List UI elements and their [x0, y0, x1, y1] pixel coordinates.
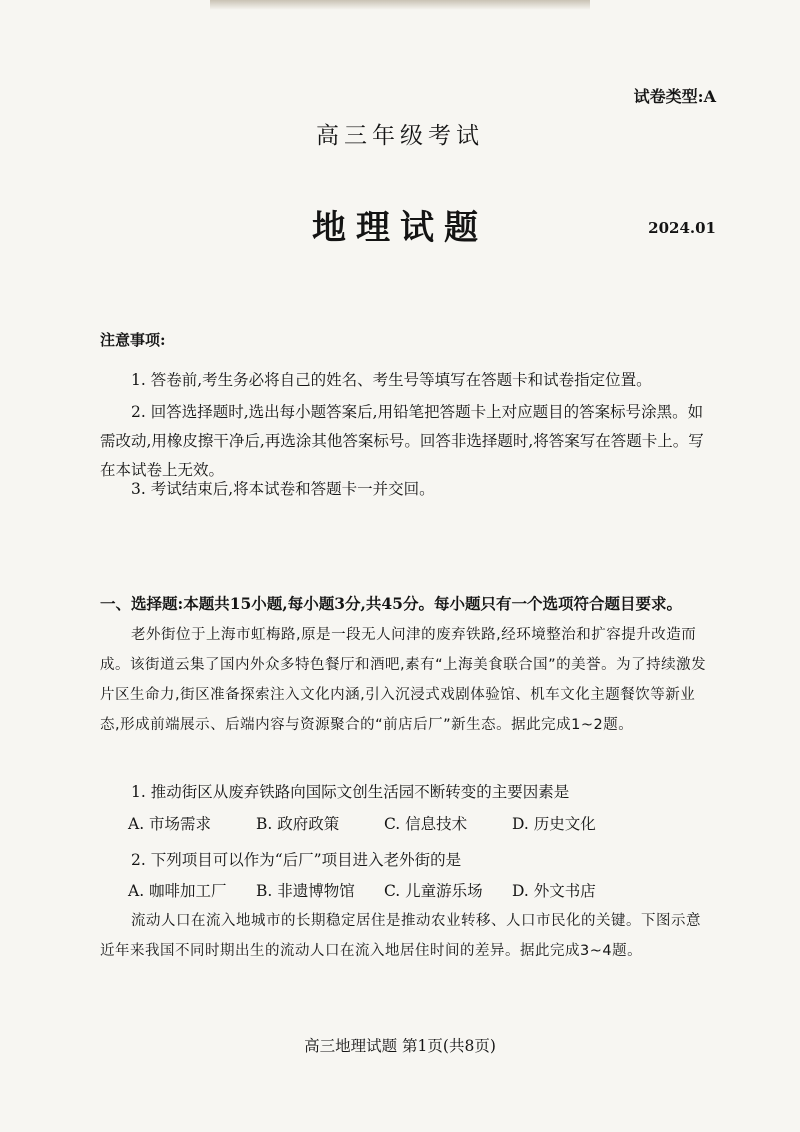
section-heading: 一、选择题:本题共15小题,每小题3分,共45分。每小题只有一个选项符合题目要求。	[100, 594, 682, 613]
notice-item-3: 3. 考试结束后,将本试卷和答题卡一并交回。	[131, 480, 435, 498]
notice-item-2: 2. 回答选择题时,选出每小题答案后,用铅笔把答题卡上对应题目的答案标号涂黑。如需改动,用橡皮擦干净后,再选涂其他答案标号。回答非选择题时,将答案写在答题卡上。写在本试卷上无效。	[100, 403, 704, 479]
paper-type-label: 试卷类型:A	[633, 87, 716, 106]
option-1a: A. 市场需求	[128, 815, 212, 833]
option-1d: D. 历史文化	[512, 815, 596, 833]
subject-title: 地理试题	[312, 208, 488, 248]
option-2d: D. 外文书店	[512, 882, 596, 900]
option-1c: C. 信息技术	[384, 815, 468, 833]
reading-passage-1: 老外街位于上海市虹梅路,原是一段无人问津的废弃铁路,经环境整治和扩容提升改造而成。该街道云集了国内外众多特色餐厅和酒吧,素有“上海美食联合国”的美誉。为了持续激发片区生命力,街区准备探索注入文化内涵,引入沉浸式戏剧体验馆、机车文化主题餐饮等新业态,形成前端展示、后端内容与资源聚合的“前店后厂”新生态。据此完成1~2题。	[100, 627, 707, 733]
question-1-stem: 1. 推动街区从废弃铁路向国际文创生活园不断转变的主要因素是	[131, 783, 570, 801]
exam-date: 2024.01	[648, 219, 716, 237]
option-2a: A. 咖啡加工厂	[128, 882, 227, 900]
notice-heading: 注意事项:	[100, 331, 166, 349]
exam-title: 高三年级考试	[316, 123, 484, 149]
question-1-options	[128, 812, 596, 834]
option-2c: C. 儿童游乐场	[384, 882, 483, 900]
notice-item-1: 1. 答卷前,考生务必将自己的姓名、考生号等填写在答题卡和试卷指定位置。	[131, 371, 652, 389]
question-2-options	[128, 879, 596, 901]
option-2b: B. 非遗博物馆	[256, 882, 355, 900]
page-edge-shadow	[210, 0, 590, 10]
page-footer: 高三地理试题 第1页(共8页)	[304, 1037, 496, 1055]
question-2-stem: 2. 下列项目可以作为“后厂”项目进入老外街的是	[131, 851, 462, 869]
reading-passage-2: 流动人口在流入地城市的长期稳定居住是推动农业转移、人口市民化的关键。下图示意近年来我国不同时期出生的流动人口在流入地居住时间的差异。据此完成3~4题。	[100, 913, 701, 959]
option-1b: B. 政府政策	[256, 815, 340, 833]
